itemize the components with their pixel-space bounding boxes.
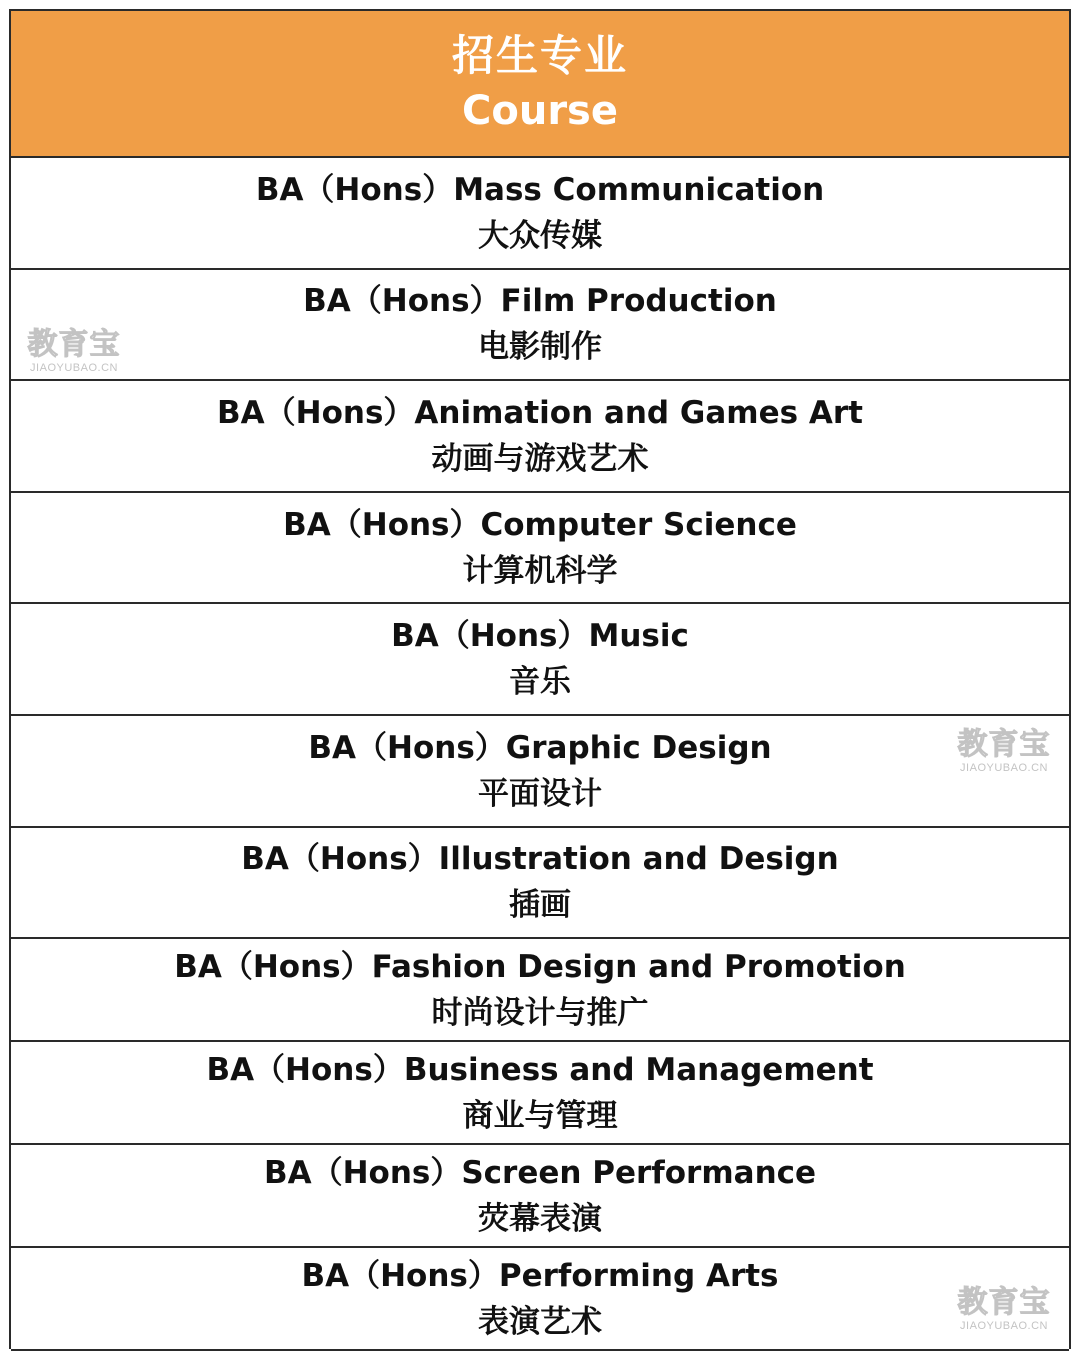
table-row bbox=[11, 493, 1069, 605]
course-name-cn: 荧幕表演 bbox=[478, 1200, 602, 1237]
table-row bbox=[11, 270, 1069, 382]
watermark-logo bbox=[948, 728, 1060, 775]
course-table bbox=[9, 9, 1071, 1349]
course-name-en: BA（Hons）Computer Science bbox=[283, 506, 797, 543]
watermark-text-en: JIAOYUBAO.CN bbox=[960, 1320, 1048, 1332]
header-title-en: Course bbox=[462, 87, 618, 134]
course-name-en: BA（Hons）Film Production bbox=[303, 283, 777, 320]
course-name-en: BA（Hons）Music bbox=[391, 618, 689, 655]
table-row bbox=[11, 1042, 1069, 1145]
table-row bbox=[11, 604, 1069, 716]
table-row bbox=[11, 1145, 1069, 1248]
header-title-cn: 招生专业 bbox=[451, 30, 628, 80]
course-name-cn: 商业与管理 bbox=[462, 1097, 618, 1134]
course-name-en: BA（Hons）Animation and Games Art bbox=[217, 394, 863, 431]
table-row bbox=[11, 158, 1069, 270]
course-name-cn: 音乐 bbox=[509, 664, 571, 701]
table-row bbox=[11, 716, 1069, 828]
course-name-en: BA（Hons）Illustration and Design bbox=[241, 841, 839, 878]
course-name-cn: 时尚设计与推广 bbox=[431, 994, 649, 1031]
table-row bbox=[11, 381, 1069, 493]
course-name-en: BA（Hons）Screen Performance bbox=[263, 1154, 817, 1191]
table-row bbox=[11, 828, 1069, 940]
course-name-cn: 平面设计 bbox=[478, 775, 602, 812]
table-row bbox=[11, 939, 1069, 1042]
watermark-text-en: JIAOYUBAO.CN bbox=[30, 362, 118, 374]
watermark-logo bbox=[18, 328, 130, 375]
course-name-en: BA（Hons）Mass Communication bbox=[255, 171, 825, 208]
watermark-text-cn: 教育宝 bbox=[27, 327, 121, 362]
watermark-text-cn: 教育宝 bbox=[957, 727, 1051, 762]
course-name-en: BA（Hons）Fashion Design and Promotion bbox=[174, 948, 906, 985]
course-name-cn: 表演艺术 bbox=[478, 1303, 602, 1340]
table-header bbox=[11, 11, 1069, 158]
table-row bbox=[11, 1248, 1069, 1351]
watermark-text-cn: 教育宝 bbox=[957, 1285, 1051, 1320]
watermark-logo bbox=[948, 1286, 1060, 1333]
course-name-cn: 动画与游戏艺术 bbox=[431, 440, 649, 477]
course-name-cn: 电影制作 bbox=[478, 329, 602, 366]
course-name-cn: 计算机科学 bbox=[462, 552, 618, 589]
course-name-cn: 大众传媒 bbox=[478, 217, 602, 254]
watermark-text-en: JIAOYUBAO.CN bbox=[960, 762, 1048, 774]
course-name-en: BA（Hons）Graphic Design bbox=[308, 729, 772, 766]
course-name-cn: 插画 bbox=[509, 887, 571, 924]
course-name-en: BA（Hons）Performing Arts bbox=[301, 1257, 779, 1294]
course-name-en: BA（Hons）Business and Management bbox=[206, 1051, 874, 1088]
